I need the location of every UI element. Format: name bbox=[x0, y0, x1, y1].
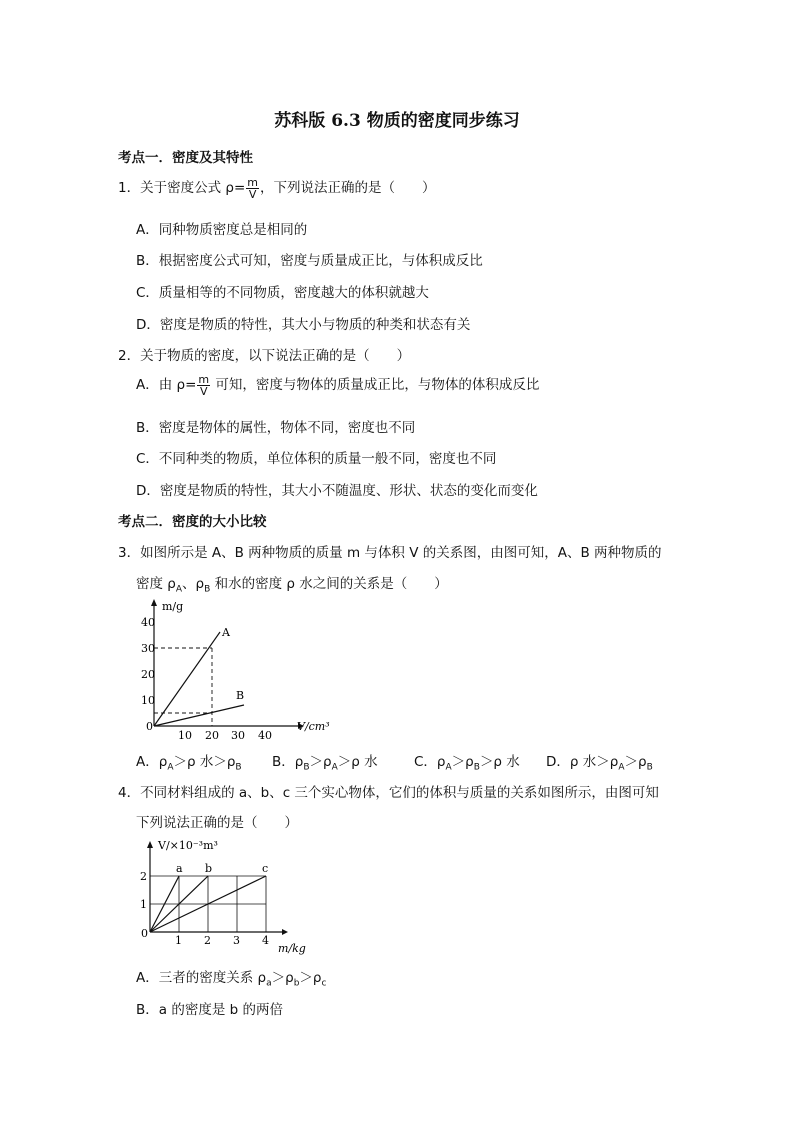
section-heading-1: 考点一．密度及其特性 bbox=[118, 150, 253, 166]
text-fragment: 、ρ bbox=[182, 576, 205, 592]
y-tick-40: 40 bbox=[141, 616, 155, 629]
y-axis-arrow bbox=[151, 599, 157, 606]
line-b-label: b bbox=[205, 862, 213, 875]
text-fragment: ＞ρ bbox=[299, 970, 322, 986]
line-c-label: c bbox=[262, 862, 269, 875]
subscript: b bbox=[293, 978, 300, 989]
subscript: A bbox=[445, 762, 452, 773]
mass-volume-graph bbox=[140, 596, 340, 740]
question-3-stem-line1: 3．如图所示是 A、B 两种物质的质量 m 与体积 V 的关系图，由图可知，A、B 两种物质的 bbox=[118, 545, 662, 561]
fraction-denominator: V bbox=[248, 187, 257, 201]
text-fragment: A．ρ bbox=[136, 754, 168, 770]
text-fragment: ＞ρ 水 bbox=[337, 754, 378, 770]
x-tick-30: 30 bbox=[231, 729, 245, 740]
volume-mass-graph bbox=[140, 836, 330, 956]
subscript: A bbox=[167, 762, 174, 773]
question-1-stem bbox=[118, 176, 435, 200]
text-fragment: C．ρ bbox=[414, 754, 446, 770]
subscript: A bbox=[331, 762, 338, 773]
page-title: 苏科版 6.3 物质的密度同步练习 bbox=[274, 111, 520, 131]
line-b-label: B bbox=[236, 689, 245, 702]
fraction-numerator: m bbox=[198, 372, 210, 386]
text-fragment: B．ρ bbox=[272, 754, 304, 770]
question-3-option-b[interactable] bbox=[272, 750, 378, 773]
y-axis-arrow bbox=[147, 841, 153, 848]
subscript: B bbox=[204, 584, 211, 595]
origin-label: 0 bbox=[146, 720, 153, 733]
question-1-option-a[interactable]: A．同种物质密度总是相同的 bbox=[136, 222, 308, 238]
option-a-prefix: A．由 ρ= bbox=[136, 377, 197, 393]
x-tick-2: 2 bbox=[204, 934, 211, 947]
question-3-option-d[interactable] bbox=[546, 750, 653, 773]
line-a bbox=[154, 632, 220, 726]
question-4-option-a[interactable] bbox=[136, 966, 326, 989]
subscript: c bbox=[321, 978, 327, 989]
subscript: B bbox=[646, 762, 653, 773]
text-fragment: ＞ρ bbox=[309, 754, 332, 770]
fraction-denominator: V bbox=[200, 384, 208, 398]
section-heading-2: 考点二．密度的大小比较 bbox=[118, 514, 267, 530]
subscript: B bbox=[235, 762, 242, 773]
y-tick-20: 20 bbox=[141, 668, 155, 681]
question-1-option-c[interactable]: C．质量相等的不同物质，密度越大的体积就越大 bbox=[136, 285, 429, 301]
x-tick-10: 10 bbox=[178, 729, 192, 740]
line-b bbox=[154, 705, 244, 726]
subscript: a bbox=[266, 978, 272, 989]
subscript: B bbox=[303, 762, 310, 773]
text-fragment: 密度 ρ bbox=[136, 576, 176, 592]
question-1-option-b[interactable]: B．根据密度公式可知，密度与质量成正比，与体积成反比 bbox=[136, 253, 483, 269]
x-tick-1: 1 bbox=[175, 934, 182, 947]
y-tick-2: 2 bbox=[140, 870, 147, 883]
text-fragment: 和水的密度 ρ 水之间的关系是（ ） bbox=[210, 576, 448, 592]
y-axis-label: m/g bbox=[162, 600, 184, 613]
question-3-stem-line2 bbox=[136, 572, 448, 595]
question-4-stem-line1: 4．不同材料组成的 a、b、c 三个实心物体，它们的体积与质量的关系如图所示，由图可知 bbox=[118, 785, 659, 801]
question-1-option-d[interactable]: D．密度是物质的特性，其大小与物质的种类和状态有关 bbox=[136, 317, 471, 333]
x-tick-20: 20 bbox=[205, 729, 219, 740]
y-axis-label: V/×10⁻³m³ bbox=[158, 839, 218, 852]
x-axis-arrow bbox=[282, 929, 288, 935]
x-tick-4: 4 bbox=[262, 934, 269, 947]
density-fraction bbox=[246, 177, 259, 200]
text-fragment: ＞ρ bbox=[451, 754, 474, 770]
option-a-suffix: 可知，密度与物体的质量成正比，与物体的体积成反比 bbox=[211, 377, 540, 393]
x-axis-label: m/kg bbox=[278, 942, 306, 955]
text-fragment: ＞ρ bbox=[271, 970, 294, 986]
question-2-stem: 2．关于物质的密度，以下说法正确的是（ ） bbox=[118, 348, 411, 364]
question-2-option-a[interactable] bbox=[136, 373, 539, 397]
question-4-stem-line2: 下列说法正确的是（ ） bbox=[136, 815, 298, 831]
y-tick-30: 30 bbox=[141, 642, 155, 655]
question-1-prefix: 1．关于密度公式 ρ= bbox=[118, 180, 246, 196]
question-1-suffix: ，下列说法正确的是（ ） bbox=[259, 180, 436, 196]
subscript: A bbox=[175, 584, 183, 595]
question-2-option-d[interactable]: D．密度是物质的特性，其大小不随温度、形状、状态的变化而变化 bbox=[136, 483, 538, 499]
question-2-option-b[interactable]: B．密度是物体的属性，物体不同，密度也不同 bbox=[136, 420, 416, 436]
text-fragment: ＞ρ 水 bbox=[479, 754, 520, 770]
question-3-option-c[interactable] bbox=[414, 750, 520, 773]
line-a-label: A bbox=[222, 626, 230, 639]
density-fraction bbox=[197, 374, 210, 397]
y-tick-10: 10 bbox=[141, 694, 155, 707]
x-tick-40: 40 bbox=[258, 729, 272, 740]
y-tick-1: 1 bbox=[140, 898, 147, 911]
question-2-option-c[interactable]: C．不同种类的物质，单位体积的质量一般不同，密度也不同 bbox=[136, 451, 497, 467]
question-4-option-b[interactable]: B．a 的密度是 b 的两倍 bbox=[136, 1002, 283, 1018]
subscript: B bbox=[473, 762, 480, 773]
fraction-numerator: m bbox=[247, 175, 258, 189]
line-a-label: a bbox=[176, 862, 183, 875]
question-3-option-a[interactable] bbox=[136, 750, 242, 773]
text-fragment: ＞ρ 水＞ρ bbox=[173, 754, 236, 770]
text-fragment: ＞ρ bbox=[624, 754, 647, 770]
x-axis-label: V/cm³ bbox=[297, 720, 330, 733]
origin-label: 0 bbox=[141, 927, 148, 940]
subscript: A bbox=[618, 762, 625, 773]
text-fragment: A．三者的密度关系 ρ bbox=[136, 970, 267, 986]
text-fragment: D．ρ 水＞ρ bbox=[546, 754, 619, 770]
x-tick-3: 3 bbox=[233, 934, 240, 947]
